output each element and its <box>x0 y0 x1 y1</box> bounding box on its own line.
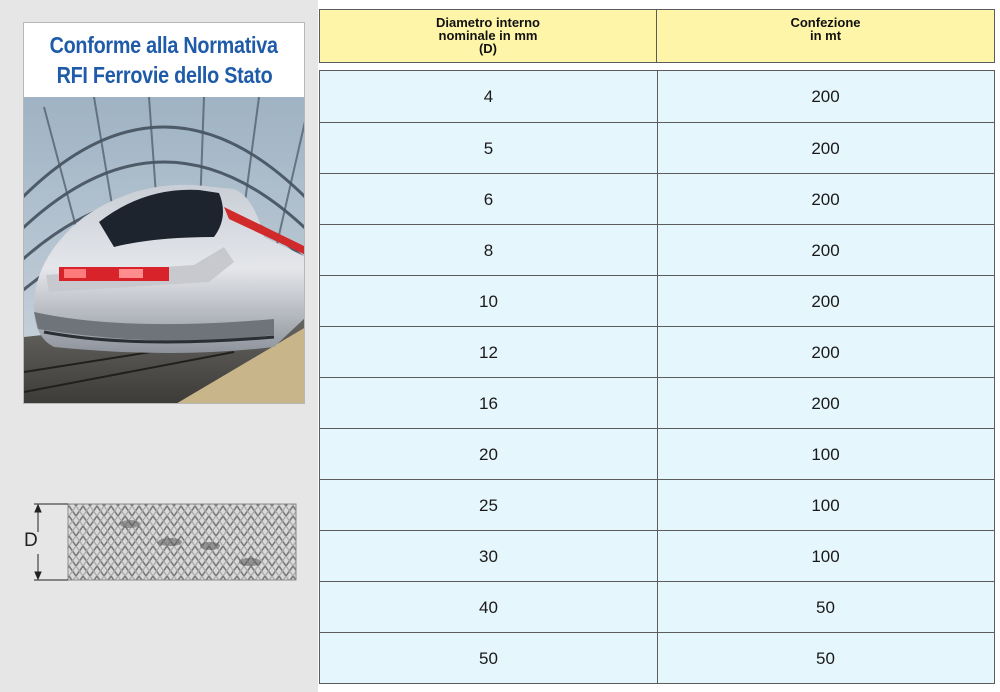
table-row <box>320 633 994 684</box>
table-row <box>320 123 994 174</box>
diameter-cell: 50 <box>479 648 498 668</box>
table-row <box>320 531 994 582</box>
train-station-photo <box>24 97 305 404</box>
table-row <box>320 480 994 531</box>
table-row <box>320 276 994 327</box>
package-cell: 100 <box>811 495 840 515</box>
header-diameter <box>319 9 657 63</box>
diameter-cell: 8 <box>483 240 494 260</box>
package-cell: 200 <box>811 86 840 106</box>
package-cell: 200 <box>811 342 840 362</box>
compliance-title <box>24 23 304 97</box>
table-row <box>320 225 994 276</box>
table-row <box>320 71 994 122</box>
table-row <box>320 582 994 633</box>
package-cell: 200 <box>811 291 840 311</box>
package-cell: 50 <box>816 648 835 668</box>
package-cell: 100 <box>811 444 840 464</box>
diameter-cell: 4 <box>483 86 494 106</box>
diameter-cell: 6 <box>483 189 494 209</box>
compliance-title-line1: Conforme alla Normativa <box>49 32 279 58</box>
diameter-dimension-label: D <box>24 530 38 551</box>
table-row <box>320 378 994 429</box>
table-row <box>320 429 994 480</box>
left-panel <box>0 0 318 692</box>
package-cell: 200 <box>811 189 840 209</box>
specification-table <box>318 0 1000 692</box>
table-row <box>320 174 994 225</box>
train-photo-card <box>23 22 305 404</box>
diameter-cell: 5 <box>483 138 494 158</box>
header-package-line1: Confezione <box>790 15 861 30</box>
table-row <box>320 327 994 378</box>
package-cell: 100 <box>811 546 840 566</box>
package-cell: 50 <box>816 597 835 617</box>
diameter-cell: 40 <box>479 597 498 617</box>
package-cell: 200 <box>811 138 840 158</box>
diameter-cell: 10 <box>479 291 498 311</box>
diameter-cell: 25 <box>479 495 498 515</box>
diameter-cell: 16 <box>479 393 498 413</box>
diameter-cell: 20 <box>479 444 498 464</box>
diameter-cell: 12 <box>479 342 498 362</box>
header-package-line2: in mt <box>809 28 842 43</box>
diameter-cell: 30 <box>479 546 498 566</box>
braided-sleeve-drawing <box>20 496 305 588</box>
package-cell: 200 <box>811 393 840 413</box>
braided-sleeve-diagram <box>20 496 305 588</box>
header-diameter-line2: nominale in mm <box>438 28 538 43</box>
table-body <box>319 70 995 684</box>
package-cell: 200 <box>811 240 840 260</box>
header-diameter-line3: (D) <box>478 41 498 56</box>
header-diameter-line1: Diametro interno <box>435 15 540 30</box>
header-package <box>656 9 995 63</box>
compliance-title-line2: RFI Ferrovie dello Stato <box>56 62 272 88</box>
